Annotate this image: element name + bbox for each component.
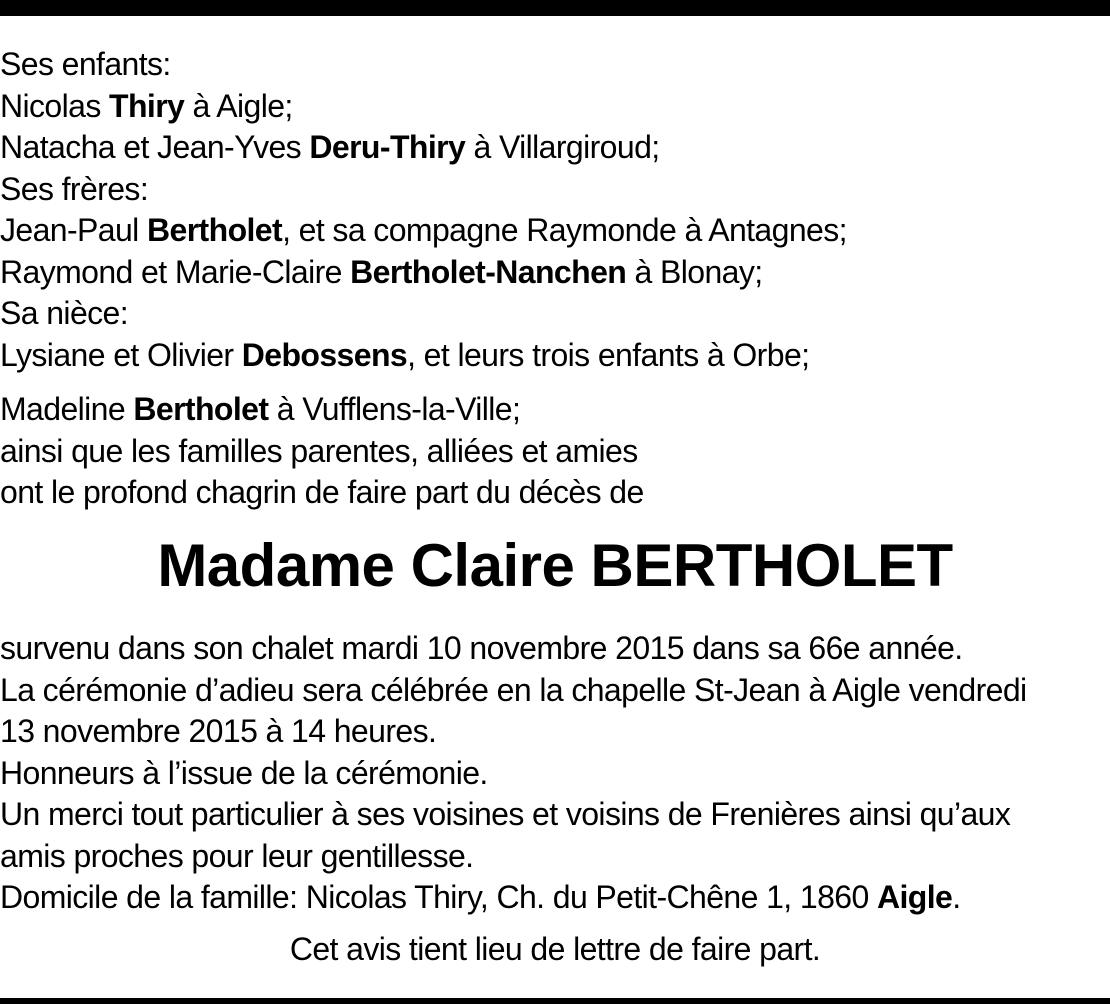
family-surname: Bertholet-Nanchen (350, 253, 627, 290)
family-surname: Debossens (241, 336, 408, 373)
family-surname: Deru-Thiry (309, 129, 466, 165)
family-entry-sibling-1: Jean-Paul Bertholet, et sa compagne Raymonde à Antagnes; (0, 212, 847, 248)
family-surname: Bertholet (133, 391, 269, 427)
domicile-town: Aigle (876, 879, 953, 915)
deceased-name-heading: Madame Claire BERTHOLET (157, 532, 953, 599)
family-surname: Thiry (109, 87, 185, 124)
details-line-3: 13 novembre 2015 à 14 heures. (0, 713, 437, 749)
siblings-heading: Ses frères: (0, 170, 149, 207)
family-list (0, 44, 1110, 376)
family-entry-other-1: Madeline Bertholet à Vufflens-la-Ville; (0, 391, 521, 427)
family-entry-child-1: Nicolas Thiry à Aigle; (0, 87, 293, 124)
top-border-rule (0, 0, 1110, 16)
family-list-continued (0, 389, 1110, 514)
children-heading: Ses enfants: (0, 46, 171, 82)
details-line-2: La cérémonie d’adieu sera célébrée en la chapelle St-Jean à Aigle vendredi (0, 671, 1027, 708)
details-line-1: survenu dans son chalet mardi 10 novembre 2015 dans sa 66e année. (0, 630, 963, 666)
family-entry-sibling-2: Raymond et Marie-Claire Bertholet-Nanchen à Blonay; (0, 253, 763, 290)
intro-line: ont le profond chagrin de faire part du décès de (0, 474, 644, 510)
details-line-5: Un merci tout particulier à ses voisines et voisins de Frenières ainsi qu’aux (0, 796, 1011, 832)
family-entry-child-2: Natacha et Jean-Yves Deru-Thiry à Villargiroud; (0, 129, 660, 165)
family-surname: Bertholet (147, 212, 283, 248)
details-line-4: Honneurs à l’issue de la cérémonie. (0, 754, 488, 791)
domicile-line: Domicile de la famille: Nicolas Thiry, Ch. du Petit-Chêne 1, 1860 Aigle. (0, 879, 961, 915)
details-line-6: amis proches pour leur gentillesse. (0, 837, 474, 874)
bottom-border-rule (0, 998, 1110, 1004)
closing-note: Cet avis tient lieu de lettre de faire part. (289, 931, 821, 967)
families-line: ainsi que les familles parentes, alliées et amies (0, 432, 638, 469)
family-entry-niece-1: Lysiane et Olivier Debossens, et leurs trois enfants à Orbe; (0, 336, 810, 373)
niece-heading: Sa nièce: (0, 295, 129, 331)
ceremony-details (0, 628, 1110, 919)
